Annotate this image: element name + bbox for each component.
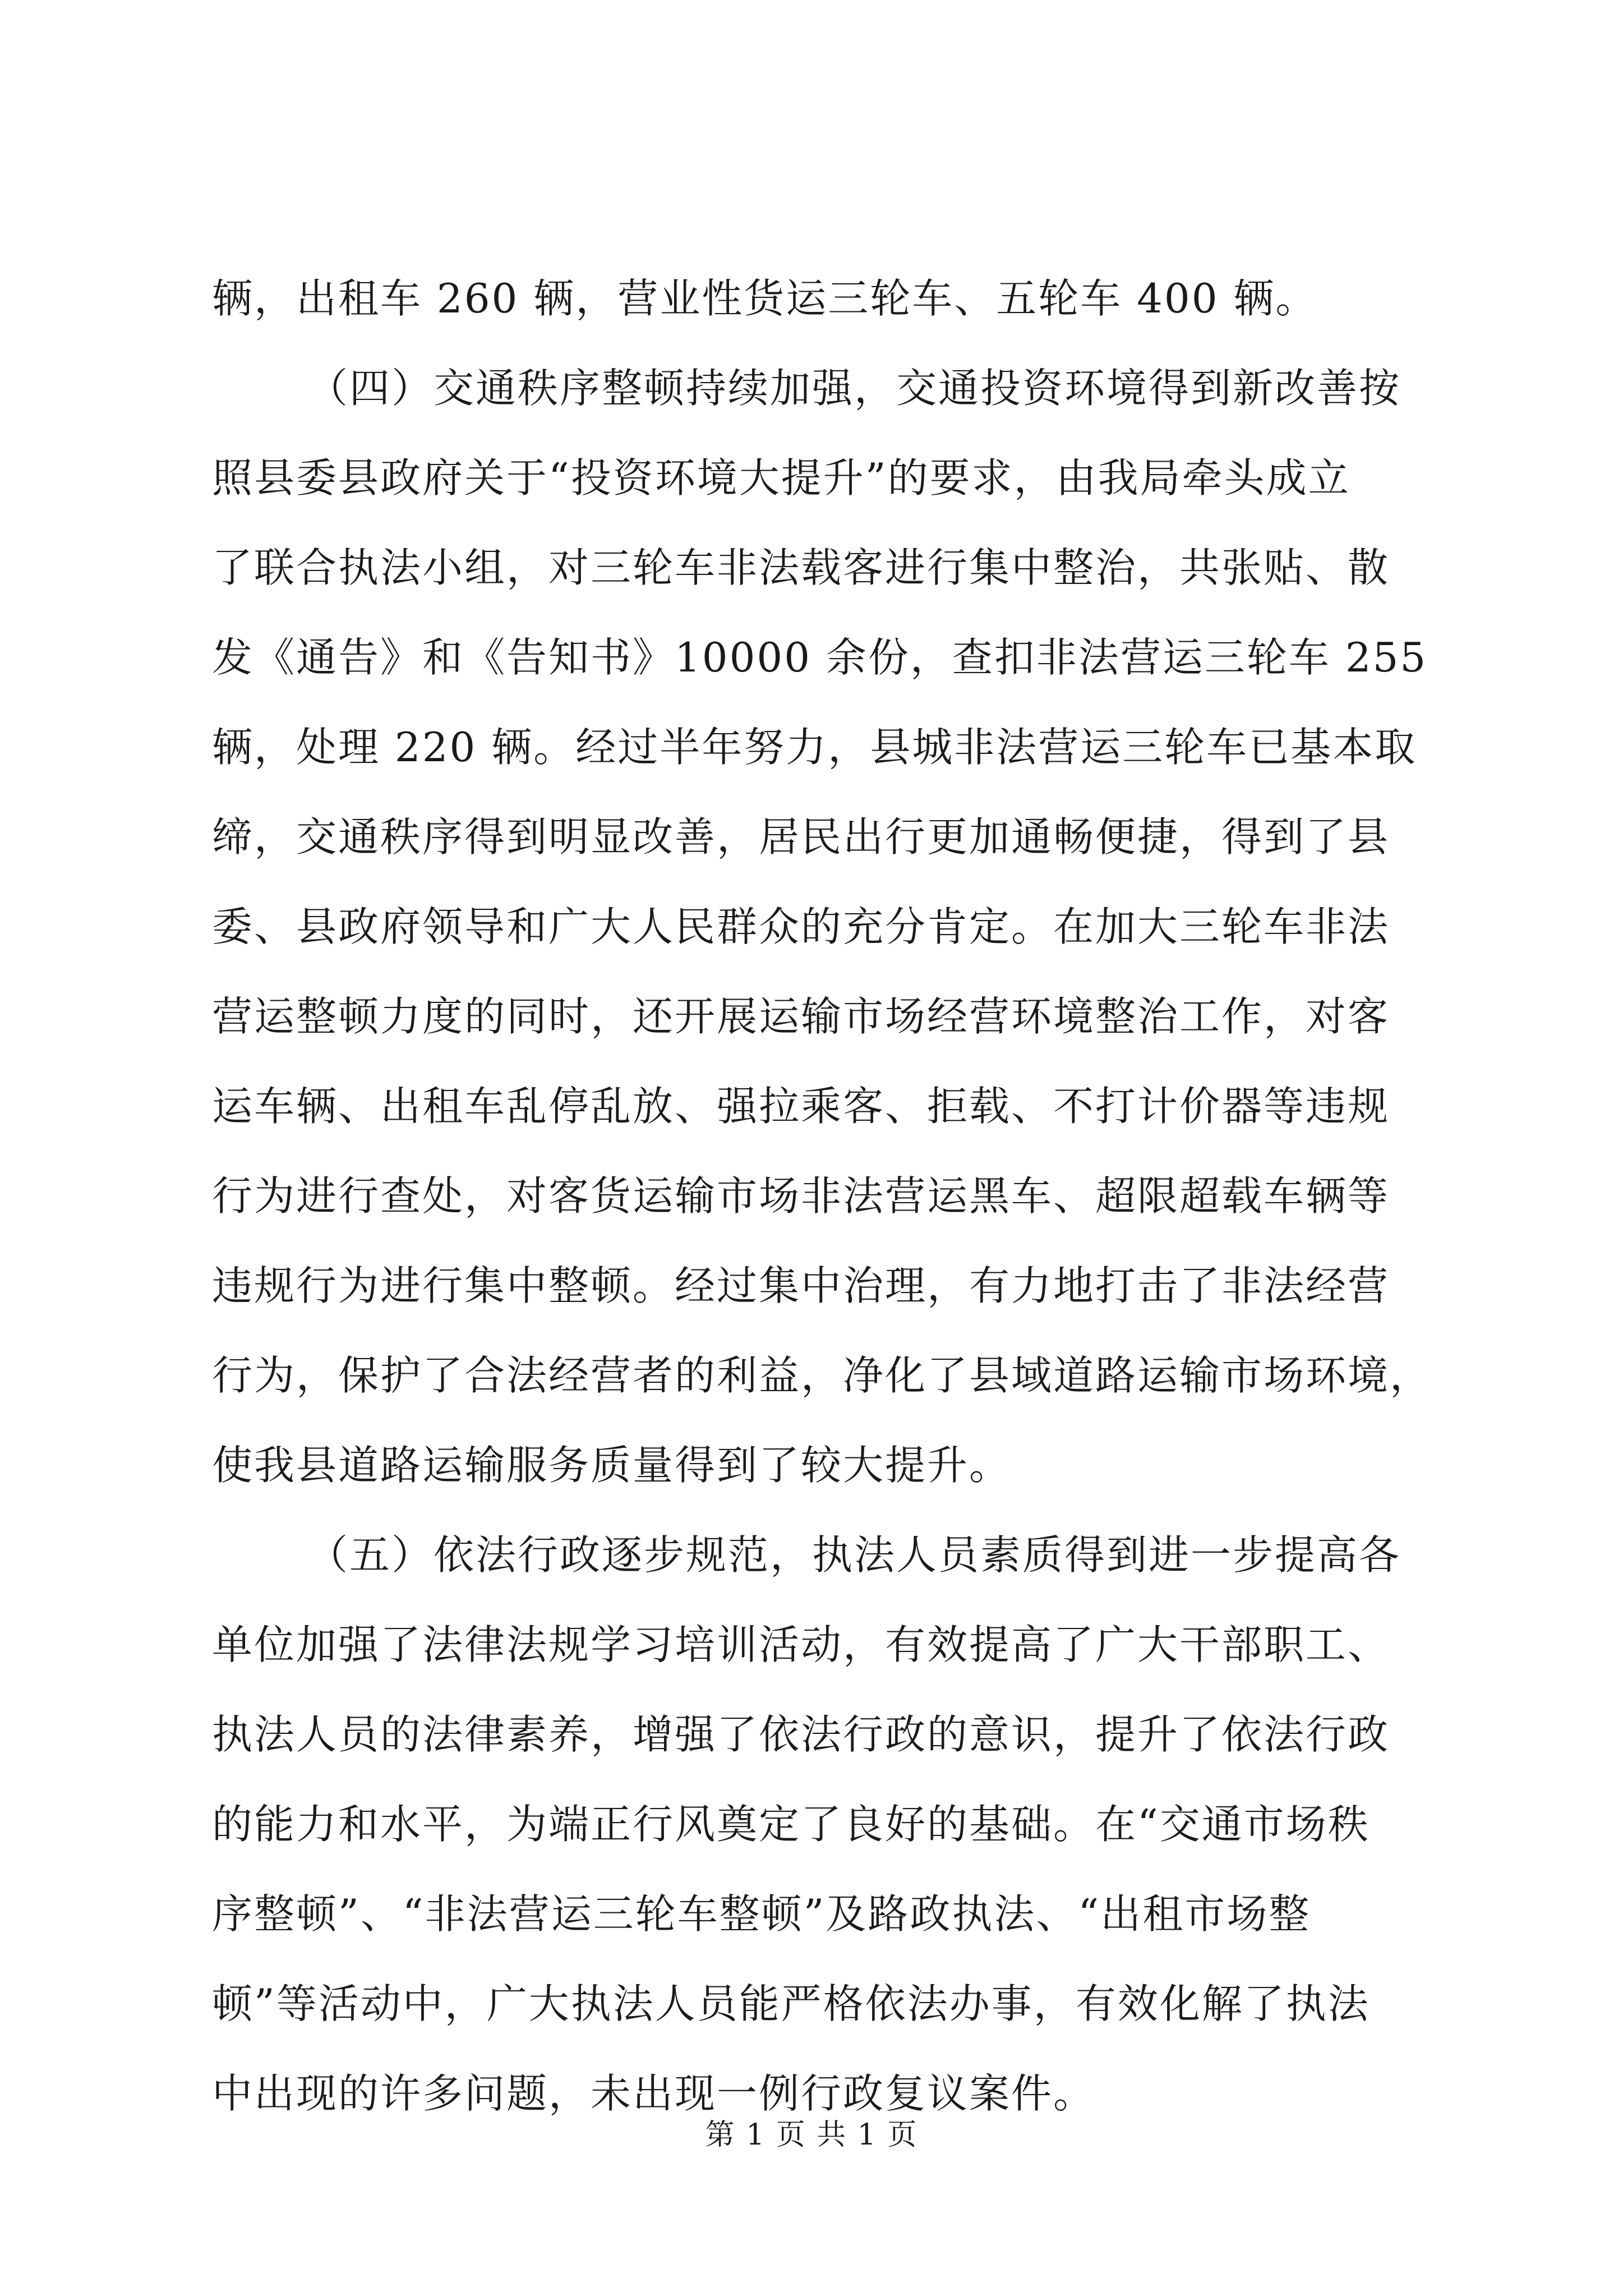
text-line: 行为，保护了合法经营者的利益，净化了县域道路运输市场环境，	[212, 1352, 1432, 1399]
text-line: 执法人员的法律素养，增强了依法行政的意识，提升了依法行政	[212, 1711, 1390, 1758]
text-line: 营运整顿力度的同时，还开展运输市场经营环境整治工作，对客	[212, 993, 1390, 1040]
text-line: 中出现的许多问题，未出现一例行政复议案件。	[212, 2070, 1096, 2117]
text-line: 缔，交通秩序得到明显改善，居民出行更加通畅便捷，得到了县	[212, 813, 1390, 861]
text-line: 违规行为进行集中整顿。经过集中治理，有力地打击了非法经营	[212, 1262, 1390, 1309]
text-line: 照县委县政府关于“投资环境大提升”的要求，由我局牵头成立	[212, 454, 1350, 501]
text-line: （四）交通秩序整顿持续加强，交通投资环境得到新改善按	[307, 365, 1401, 412]
text-line: 了联合执法小组，对三轮车非法载客进行集中整治，共张贴、散	[212, 544, 1390, 591]
text-line: （五）依法行政逐步规范，执法人员素质得到进一步提高各	[307, 1531, 1401, 1579]
text-line: 使我县道路运输服务质量得到了较大提升。	[212, 1442, 1012, 1489]
text-line: 委、县政府领导和广大人民群众的充分肯定。在加大三轮车非法	[212, 903, 1390, 950]
text-line: 行为进行查处，对客货运输市场非法营运黑车、超限超载车辆等	[212, 1172, 1390, 1220]
text-line: 单位加强了法律法规学习培训活动，有效提高了广大干部职工、	[212, 1621, 1390, 1668]
text-line: 运车辆、出租车乱停乱放、强拉乘客、拒载、不打计价器等违规	[212, 1083, 1390, 1130]
text-line: 辆，出租车 260 辆，营业性货运三轮车、五轮车 400 辆。	[212, 275, 1318, 322]
page-footer: 第 1 页 共 1 页	[705, 2118, 918, 2152]
text-line: 顿”等活动中，广大执法人员能严格依法办事，有效化解了执法	[212, 1980, 1370, 2027]
text-line: 序整顿”、“非法营运三轮车整顿”及路政执法、“出租市场整	[212, 1890, 1311, 1938]
text-line: 辆，处理 220 辆。经过半年努力，县城非法营运三轮车已基本取	[212, 724, 1417, 771]
text-line: 的能力和水平，为端正行风奠定了良好的基础。在“交通市场秩	[212, 1801, 1370, 1848]
text-line: 发《通告》和《告知书》10000 余份，查扣非法营运三轮车 255	[212, 634, 1428, 681]
